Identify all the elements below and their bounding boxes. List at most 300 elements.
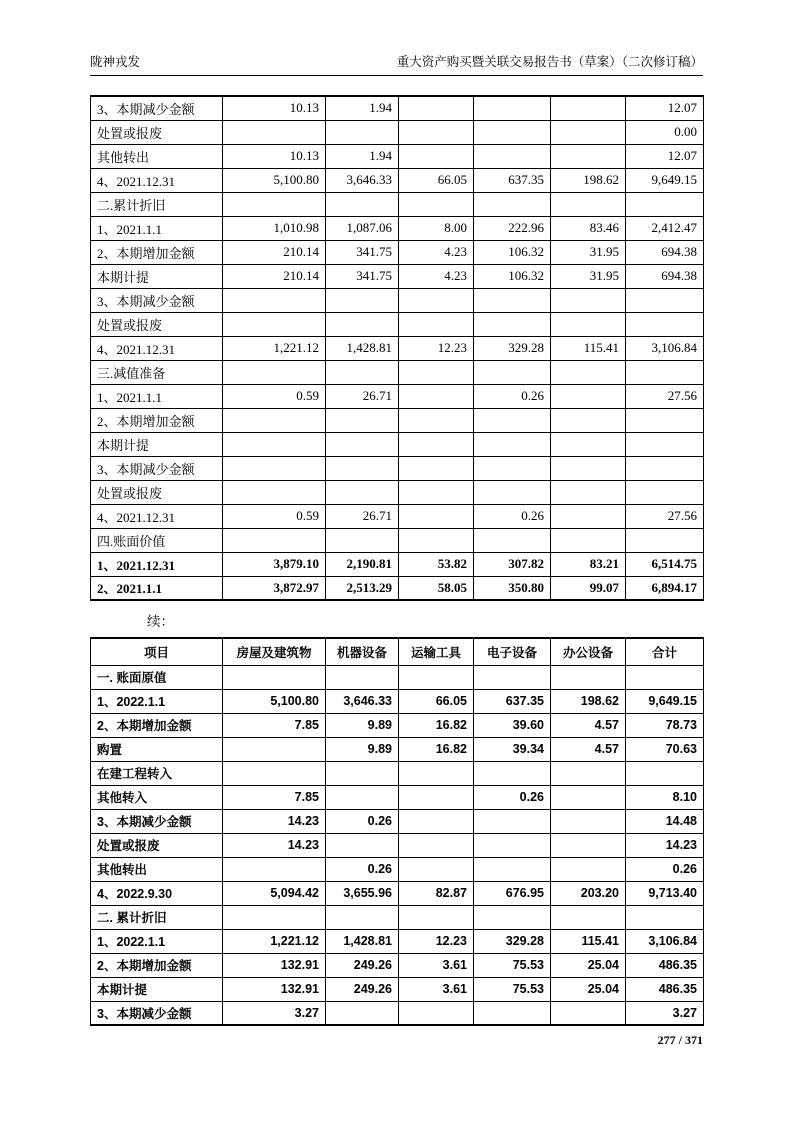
value-cell [326,528,399,552]
value-cell [326,665,399,689]
value-cell [399,905,474,929]
table-row [91,168,704,192]
value-cell [626,312,704,336]
table-row [91,953,704,977]
value-cell [326,192,399,216]
table-row [91,929,704,953]
value-cell: 486.35 [626,953,704,977]
table-row [91,144,704,168]
value-cell [326,288,399,312]
table-row [91,240,704,264]
value-cell [399,833,474,857]
table-row [91,857,704,881]
row-label-cell: 其他转出 [91,144,223,168]
value-cell [223,456,326,480]
value-cell [551,504,626,528]
value-cell [326,408,399,432]
row-label-cell: 1、2022.1.1 [91,689,223,713]
value-cell: 14.48 [626,809,704,833]
value-cell [223,312,326,336]
value-cell [399,288,474,312]
value-cell: 0.26 [474,504,551,528]
value-cell [326,456,399,480]
value-cell [626,408,704,432]
value-cell [626,456,704,480]
value-cell [626,528,704,552]
value-cell: 2,412.47 [626,216,704,240]
value-cell [551,833,626,857]
value-cell: 694.38 [626,240,704,264]
value-cell: 3.61 [399,977,474,1001]
value-cell [474,408,551,432]
value-cell: 83.46 [551,216,626,240]
row-label-cell: 处置或报废 [91,833,223,857]
value-cell: 4.57 [551,713,626,737]
value-cell: 75.53 [474,977,551,1001]
table-row [91,504,704,528]
table-row [91,456,704,480]
row-label-cell: 2、本期增加金额 [91,953,223,977]
table-row [91,881,704,905]
value-cell: 4.57 [551,737,626,761]
value-cell: 4.23 [399,240,474,264]
header-document-title: 重大资产购买暨关联交易报告书（草案）（二次修订稿） [396,55,703,69]
value-cell: 1.94 [326,144,399,168]
value-cell: 14.23 [223,833,326,857]
row-label-cell: 4、2021.12.31 [91,504,223,528]
value-cell [399,384,474,408]
value-cell [326,785,399,809]
table-row [91,96,704,120]
value-cell: 9.89 [326,713,399,737]
continuation-label: 续： [147,614,174,629]
row-label-cell: 1、2021.1.1 [91,384,223,408]
value-cell [399,480,474,504]
value-cell [223,360,326,384]
value-cell: 3,646.33 [326,168,399,192]
value-cell [551,761,626,785]
value-cell [223,665,326,689]
value-cell: 1,010.98 [223,216,326,240]
value-cell [551,905,626,929]
table-row [91,665,704,689]
value-cell [223,480,326,504]
table-body [91,665,704,1025]
table-row [91,905,704,929]
value-cell: 3.27 [626,1001,704,1025]
value-cell: 25.04 [551,953,626,977]
value-cell [326,120,399,144]
value-cell: 106.32 [474,240,551,264]
running-header [90,54,703,76]
row-label-cell: 2、本期增加金额 [91,713,223,737]
table-row [91,761,704,785]
value-cell [474,312,551,336]
value-cell: 0.26 [326,809,399,833]
value-cell: 1.94 [326,96,399,120]
table-row [91,432,704,456]
value-cell: 10.13 [223,144,326,168]
value-cell: 6,514.75 [626,552,704,576]
value-cell: 3.27 [223,1001,326,1025]
value-cell: 106.32 [474,264,551,288]
value-cell [626,192,704,216]
value-cell [399,528,474,552]
row-label-cell: 1、2021.1.1 [91,216,223,240]
table-row [91,360,704,384]
value-cell: 9,649.15 [626,168,704,192]
column-header-cell: 房屋及建筑物 [223,638,326,665]
value-cell: 329.28 [474,929,551,953]
value-cell [551,665,626,689]
table-row [91,737,704,761]
row-label-cell: 3、本期减少金额 [91,96,223,120]
value-cell: 53.82 [399,552,474,576]
value-cell [223,761,326,785]
column-header-cell: 办公设备 [551,638,626,665]
value-cell: 1,221.12 [223,929,326,953]
value-cell [474,809,551,833]
table-row [91,288,704,312]
value-cell [551,480,626,504]
value-cell [326,312,399,336]
value-cell [474,905,551,929]
value-cell: 9,649.15 [626,689,704,713]
value-cell: 31.95 [551,240,626,264]
row-label-cell: 1、2022.1.1 [91,929,223,953]
value-cell: 26.71 [326,504,399,528]
row-label-cell: 本期计提 [91,432,223,456]
value-cell: 8.10 [626,785,704,809]
row-label-cell: 3、本期减少金额 [91,809,223,833]
value-cell: 5,100.80 [223,168,326,192]
value-cell: 6,894.17 [626,576,704,600]
value-cell: 25.04 [551,977,626,1001]
table-row [91,552,704,576]
value-cell [551,432,626,456]
value-cell [551,528,626,552]
value-cell: 329.28 [474,336,551,360]
row-label-cell: 3、本期减少金额 [91,1001,223,1025]
value-cell: 58.05 [399,576,474,600]
value-cell: 14.23 [626,833,704,857]
value-cell [551,1001,626,1025]
table-header-row [91,638,704,665]
value-cell: 2,513.29 [326,576,399,600]
value-cell [399,1001,474,1025]
value-cell [474,1001,551,1025]
value-cell: 198.62 [551,168,626,192]
table-body [91,96,704,600]
value-cell: 9.89 [326,737,399,761]
value-cell: 0.26 [474,384,551,408]
value-cell [399,665,474,689]
table-row [91,480,704,504]
value-cell [474,432,551,456]
table-row [91,809,704,833]
value-cell: 16.82 [399,737,474,761]
value-cell [474,857,551,881]
table-row [91,833,704,857]
value-cell: 1,087.06 [326,216,399,240]
table-row [91,576,704,600]
value-cell: 82.87 [399,881,474,905]
value-cell: 39.60 [474,713,551,737]
value-cell: 31.95 [551,264,626,288]
row-label-cell: 四.账面价值 [91,528,223,552]
value-cell [399,456,474,480]
column-header-cell: 合计 [626,638,704,665]
row-label-cell: 三.减值准备 [91,360,223,384]
table-row [91,528,704,552]
value-cell [474,480,551,504]
row-label-cell: 其他转入 [91,785,223,809]
table-row [91,336,704,360]
value-cell: 3,872.97 [223,576,326,600]
value-cell [326,480,399,504]
value-cell: 249.26 [326,977,399,1001]
fixed-assets-table-2021 [90,95,704,601]
value-cell: 676.95 [474,881,551,905]
table-row [91,192,704,216]
value-cell: 26.71 [326,384,399,408]
value-cell [474,96,551,120]
value-cell [326,1001,399,1025]
table-header [91,638,704,665]
value-cell: 0.26 [474,785,551,809]
value-cell: 1,428.81 [326,929,399,953]
value-cell: 115.41 [551,336,626,360]
value-cell: 3.61 [399,953,474,977]
value-cell [399,857,474,881]
value-cell: 249.26 [326,953,399,977]
value-cell [474,665,551,689]
value-cell: 341.75 [326,240,399,264]
value-cell [223,857,326,881]
value-cell: 694.38 [626,264,704,288]
value-cell: 0.59 [223,384,326,408]
value-cell: 12.23 [399,336,474,360]
value-cell: 3,106.84 [626,336,704,360]
value-cell: 307.82 [474,552,551,576]
value-cell [626,360,704,384]
table-row [91,1001,704,1025]
value-cell: 0.26 [626,857,704,881]
row-label-cell: 其他转出 [91,857,223,881]
value-cell [551,809,626,833]
value-cell [551,144,626,168]
value-cell [551,384,626,408]
value-cell [326,833,399,857]
value-cell [326,905,399,929]
value-cell [326,432,399,456]
value-cell [474,360,551,384]
row-label-cell: 4、2021.12.31 [91,168,223,192]
value-cell: 78.73 [626,713,704,737]
value-cell: 3,106.84 [626,929,704,953]
value-cell [223,905,326,929]
row-label-cell: 处置或报废 [91,120,223,144]
value-cell: 341.75 [326,264,399,288]
value-cell: 1,221.12 [223,336,326,360]
value-cell [223,528,326,552]
value-cell: 12.07 [626,144,704,168]
value-cell [223,192,326,216]
value-cell: 1,428.81 [326,336,399,360]
value-cell: 27.56 [626,384,704,408]
value-cell [551,288,626,312]
value-cell [399,504,474,528]
value-cell [474,288,551,312]
value-cell: 198.62 [551,689,626,713]
value-cell: 3,655.96 [326,881,399,905]
value-cell [626,665,704,689]
row-label-cell: 本期计提 [91,264,223,288]
value-cell [223,432,326,456]
value-cell: 203.20 [551,881,626,905]
value-cell: 12.23 [399,929,474,953]
row-label-cell: 3、本期减少金额 [91,456,223,480]
value-cell [474,144,551,168]
value-cell [551,456,626,480]
row-label-cell: 处置或报废 [91,480,223,504]
row-label-cell: 2、本期增加金额 [91,408,223,432]
table-row [91,120,704,144]
row-label-cell: 处置或报废 [91,312,223,336]
value-cell [551,192,626,216]
value-cell [399,144,474,168]
table-row [91,384,704,408]
table-row [91,977,704,1001]
table-row [91,785,704,809]
value-cell: 486.35 [626,977,704,1001]
row-label-cell: 本期计提 [91,977,223,1001]
value-cell: 3,646.33 [326,689,399,713]
table-row [91,713,704,737]
value-cell: 7.85 [223,713,326,737]
value-cell [399,785,474,809]
value-cell [399,120,474,144]
value-cell: 66.05 [399,168,474,192]
value-cell [474,120,551,144]
value-cell [551,120,626,144]
value-cell [551,408,626,432]
value-cell: 8.00 [399,216,474,240]
value-cell: 66.05 [399,689,474,713]
page-number-indicator: 277 / 371 [657,1033,703,1047]
table-row [91,264,704,288]
value-cell: 16.82 [399,713,474,737]
value-cell: 99.07 [551,576,626,600]
value-cell [399,408,474,432]
table-row [91,216,704,240]
value-cell: 115.41 [551,929,626,953]
value-cell: 5,094.42 [223,881,326,905]
table-row [91,689,704,713]
value-cell: 210.14 [223,240,326,264]
column-header-cell: 机器设备 [326,638,399,665]
value-cell: 3,879.10 [223,552,326,576]
value-cell: 5,100.80 [223,689,326,713]
value-cell [223,408,326,432]
value-cell [626,432,704,456]
value-cell: 0.59 [223,504,326,528]
value-cell: 4.23 [399,264,474,288]
value-cell [626,905,704,929]
value-cell: 0.00 [626,120,704,144]
value-cell [474,528,551,552]
row-label-cell: 4、2022.9.30 [91,881,223,905]
value-cell [223,120,326,144]
value-cell: 83.21 [551,552,626,576]
value-cell [474,761,551,785]
row-label-cell: 3、本期减少金额 [91,288,223,312]
value-cell: 14.23 [223,809,326,833]
value-cell [399,809,474,833]
value-cell: 7.85 [223,785,326,809]
row-label-cell: 二.累计折旧 [91,192,223,216]
value-cell [399,432,474,456]
value-cell: 222.96 [474,216,551,240]
column-header-cell: 电子设备 [474,638,551,665]
fixed-assets-table-2022 [90,637,704,1026]
table-row [91,312,704,336]
value-cell [399,360,474,384]
value-cell: 210.14 [223,264,326,288]
value-cell: 39.34 [474,737,551,761]
value-cell [399,192,474,216]
column-header-cell: 项目 [91,638,223,665]
value-cell [551,857,626,881]
value-cell [326,360,399,384]
value-cell: 10.13 [223,96,326,120]
header-company-name: 陇神戎发 [90,55,141,69]
value-cell: 132.91 [223,953,326,977]
value-cell [474,456,551,480]
value-cell [551,312,626,336]
value-cell [399,312,474,336]
row-label-cell: 1、2021.12.31 [91,552,223,576]
value-cell: 75.53 [474,953,551,977]
value-cell [626,480,704,504]
value-cell [474,192,551,216]
table-row [91,408,704,432]
value-cell [551,360,626,384]
value-cell: 637.35 [474,168,551,192]
value-cell [399,96,474,120]
value-cell: 2,190.81 [326,552,399,576]
row-label-cell: 二. 累计折旧 [91,905,223,929]
value-cell: 350.80 [474,576,551,600]
value-cell: 637.35 [474,689,551,713]
value-cell [399,761,474,785]
value-cell: 0.26 [326,857,399,881]
value-cell [223,737,326,761]
row-label-cell: 2、本期增加金额 [91,240,223,264]
value-cell [551,785,626,809]
value-cell [551,96,626,120]
column-header-cell: 运输工具 [399,638,474,665]
value-cell [626,761,704,785]
value-cell [223,288,326,312]
value-cell: 12.07 [626,96,704,120]
row-label-cell: 购置 [91,737,223,761]
row-label-cell: 2、2021.1.1 [91,576,223,600]
value-cell [326,761,399,785]
value-cell: 70.63 [626,737,704,761]
value-cell: 132.91 [223,977,326,1001]
row-label-cell: 一. 账面原值 [91,665,223,689]
